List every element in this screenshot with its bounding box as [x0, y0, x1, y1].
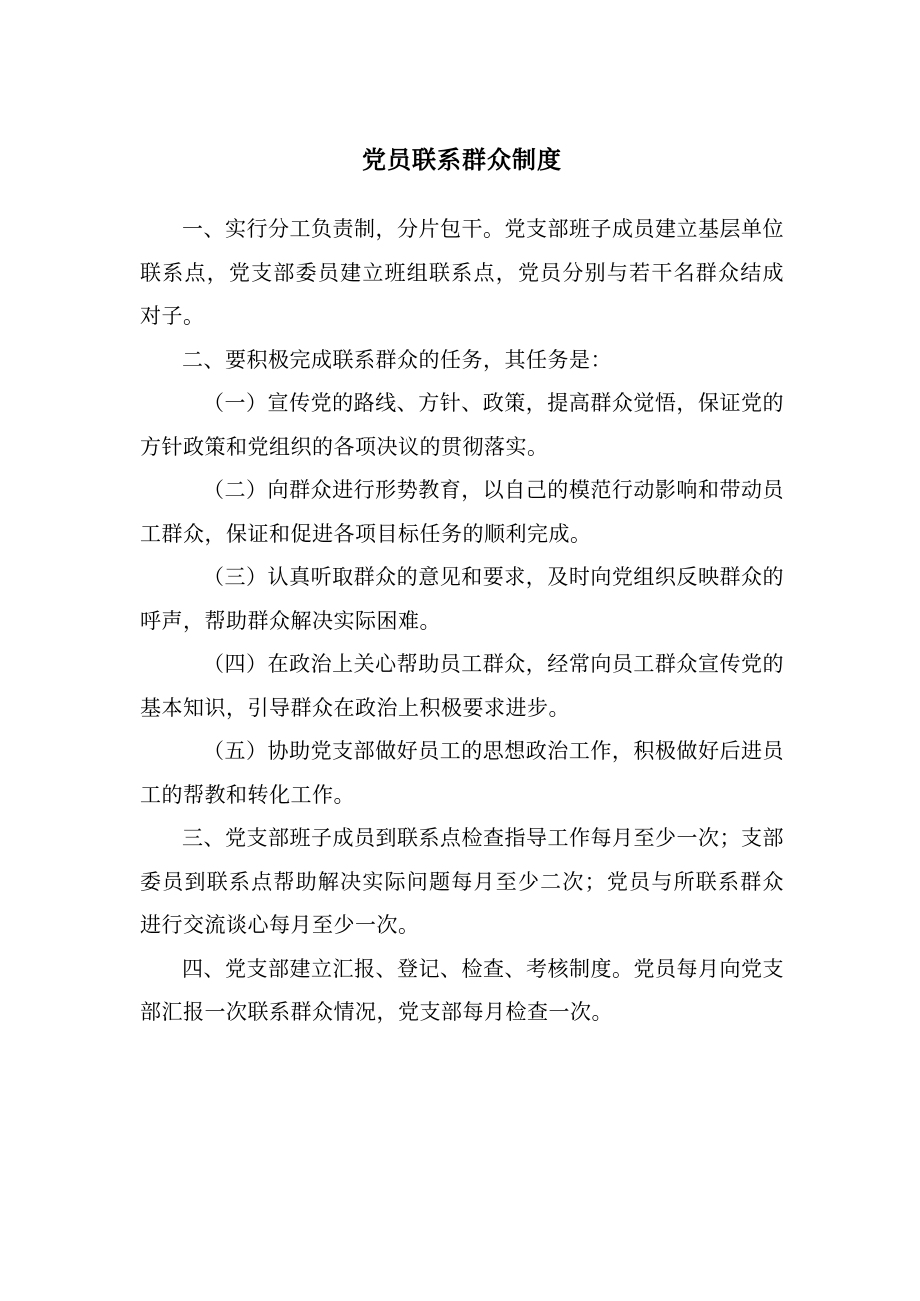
paragraph-2-item-3: （三）认真听取群众的意见和要求，及时向党组织反映群众的呼声，帮助群众解决实际困难。 [140, 565, 784, 633]
paragraph-4: 四、党支部建立汇报、登记、检查、考核制度。党员每月向党支部汇报一次联系群众情况，党支部每月检查一次。 [140, 956, 784, 1024]
document-title: 党员联系群众制度 [362, 146, 562, 174]
document-page [140, 138, 784, 1035]
paragraph-2-item-5: （五）协助党支部做好员工的思想政治工作，积极做好后进员工的帮教和转化工作。 [140, 739, 784, 807]
paragraph-2-item-1: （一）宣传党的路线、方针、政策，提高群众觉悟，保证党的方针政策和党组织的各项决议的贯彻落实。 [140, 391, 784, 459]
paragraph-2-item-4: （四）在政治上关心帮助员工群众，经常向员工群众宣传党的基本知识，引导群众在政治上积极要求进步。 [140, 652, 784, 720]
paragraph-2: 二、要积极完成联系群众的任务，其任务是： [182, 347, 612, 372]
paragraph-1: 一、实行分工负责制，分片包干。党支部班子成员建立基层单位联系点，党支部委员建立班组联系点，党员分别与若干名群众结成对子。 [140, 217, 784, 328]
paragraph-3: 三、党支部班子成员到联系点检查指导工作每月至少一次；支部委员到联系点帮助解决实际问题每月至少二次；党员与所联系群众进行交流谈心每月至少一次。 [140, 826, 784, 937]
paragraph-2-item-2: （二）向群众进行形势教育，以自己的模范行动影响和带动员工群众，保证和促进各项目标任务的顺利完成。 [140, 478, 784, 546]
